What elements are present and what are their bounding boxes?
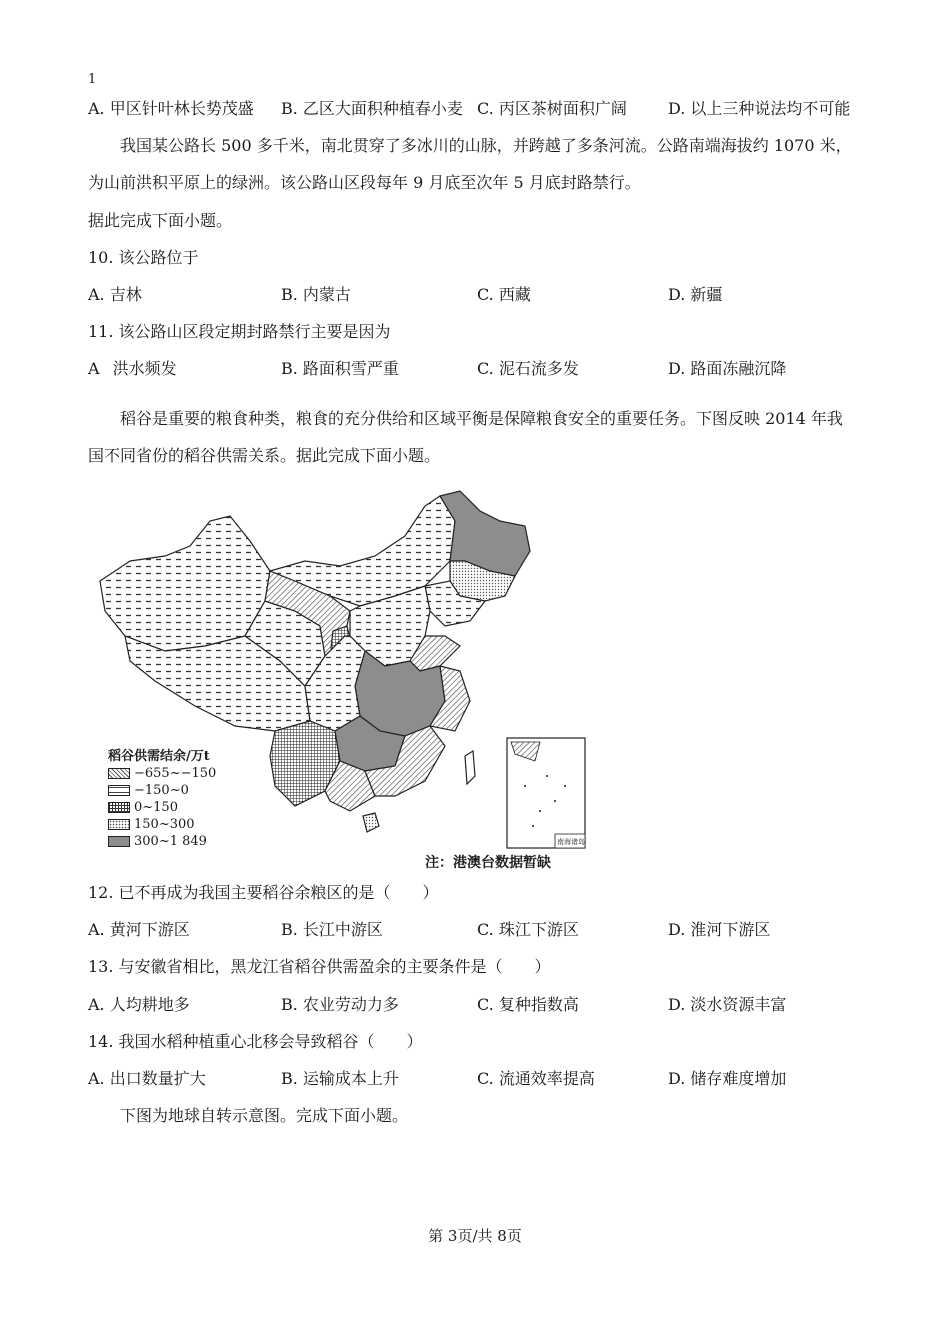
q10-option-a[interactable]: A. 吉林 bbox=[88, 285, 142, 304]
q14-option-c[interactable]: C. 流通效率提高 bbox=[477, 1069, 595, 1088]
region-xinjiang bbox=[100, 516, 270, 651]
legend-item bbox=[108, 782, 258, 799]
legend-title: 稻谷供需结余/万t bbox=[108, 749, 210, 764]
legend-swatch bbox=[108, 836, 130, 847]
map-legend bbox=[108, 748, 258, 850]
q9-option-a[interactable]: A. 甲区针叶林长势茂盛 bbox=[88, 99, 254, 118]
q9-option-c[interactable]: C. 丙区茶树面积广阔 bbox=[477, 99, 627, 118]
q12-option-b[interactable]: B. 长江中游区 bbox=[281, 920, 383, 939]
q11-option-a-text: 洪水频发 bbox=[112, 359, 177, 378]
q11-option-c[interactable]: C. 泥石流多发 bbox=[477, 359, 579, 378]
inset-label: 南海诸岛 bbox=[557, 838, 585, 846]
region-hainan bbox=[363, 813, 379, 832]
legend-swatch bbox=[108, 768, 130, 779]
q13-option-d[interactable]: D. 淡水资源丰富 bbox=[668, 995, 787, 1014]
q13-option-c[interactable]: C. 复种指数高 bbox=[477, 995, 579, 1014]
q9-option-d[interactable]: D. 以上三种说法均不可能 bbox=[668, 99, 851, 118]
passage1-line1: 我国某公路长 500 多千米，南北贯穿了多冰川的山脉，并跨越了多条河流。公路南端海拔约 1070 米， bbox=[120, 136, 852, 155]
legend-label: 150~300 bbox=[134, 817, 195, 832]
legend-item bbox=[108, 799, 258, 816]
passage2-line1: 稻谷是重要的粮食种类，粮食的充分供给和区域平衡是保障粮食安全的重要任务。下图反映 2014 年我 bbox=[120, 409, 843, 428]
q11-option-d[interactable]: D. 路面冻融沉降 bbox=[668, 359, 787, 378]
map-note: 注：港澳台数据暂缺 bbox=[425, 855, 551, 871]
q10-option-b[interactable]: B. 内蒙古 bbox=[281, 285, 351, 304]
legend-label: 0~150 bbox=[134, 800, 178, 815]
q14-stem: 14. 我国水稻种植重心北移会导致稻谷（ ） bbox=[88, 1032, 423, 1051]
legend-swatch bbox=[108, 802, 130, 813]
page-footer: 第 3页/共 8页 bbox=[428, 1227, 522, 1245]
q12-option-a[interactable]: A. 黄河下游区 bbox=[88, 920, 190, 939]
q10-stem: 10. 该公路位于 bbox=[88, 248, 199, 267]
q14-option-d[interactable]: D. 储存难度增加 bbox=[668, 1069, 787, 1088]
q10-option-c[interactable]: C. 西藏 bbox=[477, 285, 531, 304]
legend-swatch bbox=[108, 819, 130, 830]
passage2-line2: 国不同省份的稻谷供需关系。据此完成下面小题。 bbox=[88, 446, 441, 465]
q14-option-a[interactable]: A. 出口数量扩大 bbox=[88, 1069, 206, 1088]
passage3: 下图为地球自转示意图。完成下面小题。 bbox=[120, 1106, 409, 1125]
q11-option-b[interactable]: B. 路面积雪严重 bbox=[281, 359, 399, 378]
legend-item bbox=[108, 833, 258, 850]
q13-option-b[interactable]: B. 农业劳动力多 bbox=[281, 995, 399, 1014]
legend-label: −150~0 bbox=[134, 783, 189, 798]
legend-swatch bbox=[108, 785, 130, 796]
legend-item bbox=[108, 816, 258, 833]
passage1-line2: 为山前洪积平原上的绿洲。该公路山区段每年 9 月底至次年 5 月底封路禁行。 bbox=[88, 173, 641, 192]
passage1-instruction: 据此完成下面小题。 bbox=[88, 211, 233, 230]
q11-option-a-letter: A bbox=[88, 359, 100, 378]
q10-option-d[interactable]: D. 新疆 bbox=[668, 285, 723, 304]
q13-option-a[interactable]: A. 人均耕地多 bbox=[88, 995, 190, 1014]
q11-option-a[interactable] bbox=[88, 359, 177, 379]
q12-option-d[interactable]: D. 淮河下游区 bbox=[668, 920, 771, 939]
q12-option-c[interactable]: C. 珠江下游区 bbox=[477, 920, 579, 939]
legend-label: 300~1 849 bbox=[134, 834, 207, 849]
q9-option-b[interactable]: B. 乙区大面积种植春小麦 bbox=[281, 99, 463, 118]
q13-stem: 13. 与安徽省相比，黑龙江省稻谷供需盈余的主要条件是（ ） bbox=[88, 957, 551, 976]
q14-option-b[interactable]: B. 运输成本上升 bbox=[281, 1069, 399, 1088]
legend-label: −655~−150 bbox=[134, 766, 217, 781]
q11-stem: 11. 该公路山区段定期封路禁行主要是因为 bbox=[88, 322, 391, 341]
q12-stem: 12. 已不再成为我国主要稻谷余粮区的是（ ） bbox=[88, 883, 439, 902]
region-taiwan bbox=[465, 751, 475, 784]
legend-item bbox=[108, 765, 258, 782]
page-marker: 1 bbox=[88, 72, 97, 87]
